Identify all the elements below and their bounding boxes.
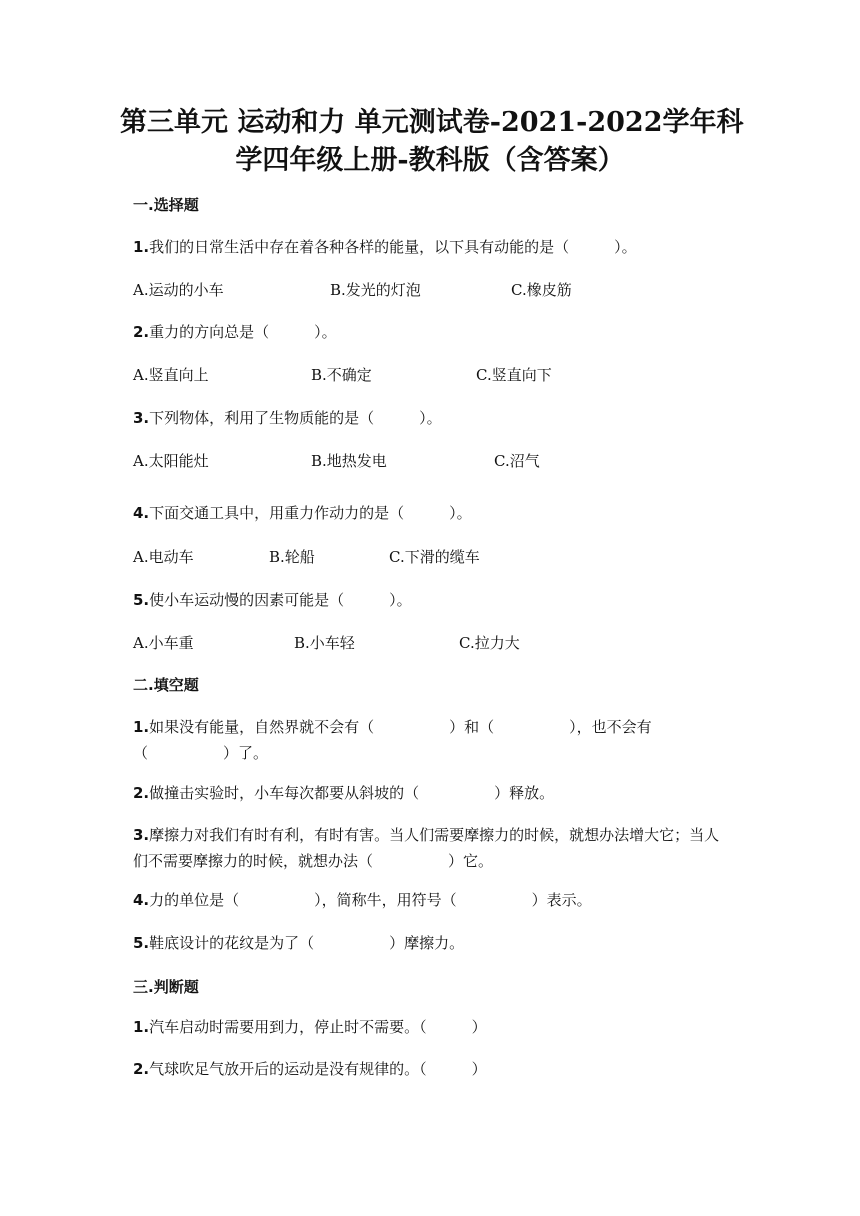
choice-question-5 <box>133 587 412 613</box>
choice-5-option-c: C.拉力大 <box>459 634 520 652</box>
question-number: 1. <box>133 238 150 256</box>
question-text: 如果没有能量，自然界就不会有（ ）和（ ），也不会有（ ）了。 <box>133 718 652 762</box>
fill-question-4 <box>133 887 592 913</box>
title-line-2: 学四年级上册-教科版（含答案） <box>235 145 625 176</box>
question-text: 做撞击实验时，小车每次都要从斜坡的（ ）释放。 <box>149 784 555 802</box>
choice-1-option-b: B.发光的灯泡 <box>330 281 421 299</box>
judge-question-2 <box>133 1056 487 1082</box>
question-text: 鞋底设计的花纹是为了（ ）摩擦力。 <box>149 934 465 952</box>
fill-question-2 <box>133 780 554 806</box>
choice-3-option-b: B.地热发电 <box>311 452 387 470</box>
question-text: 气球吹足气放开后的运动是没有规律的。（ ） <box>149 1060 487 1078</box>
choice-2-option-a: A.竖直向上 <box>133 366 209 384</box>
choice-3-option-a: A.太阳能灶 <box>133 452 209 470</box>
choice-question-3 <box>133 405 442 431</box>
judge-question-1 <box>133 1014 487 1040</box>
question-text: 摩擦力对我们有时有利，有时有害。当人们需要摩擦力的时候，就想办法增大它；当人们不需要摩擦力的时候，就想办法（ ）它。 <box>133 826 720 870</box>
choice-question-4 <box>133 500 472 526</box>
question-text: 下面交通工具中，用重力作动力的是（ ）。 <box>149 504 472 522</box>
question-number: 2. <box>133 784 150 802</box>
choice-1-option-a: A.运动的小车 <box>133 281 224 299</box>
section-heading-judge: 三.判断题 <box>133 978 199 996</box>
question-text: 汽车启动时需要用到力，停止时不需要。（ ） <box>149 1018 487 1036</box>
fill-question-3 <box>133 822 733 874</box>
choice-5-option-a: A.小车重 <box>133 634 194 652</box>
question-number: 5. <box>133 934 150 952</box>
choice-2-option-c: C.竖直向下 <box>476 366 552 384</box>
question-number: 4. <box>133 891 150 909</box>
section-heading-fill: 二.填空题 <box>133 676 199 694</box>
choice-2-option-b: B.不确定 <box>311 366 372 384</box>
question-number: 2. <box>133 1060 150 1078</box>
document-title <box>120 104 744 180</box>
choice-question-1 <box>133 234 637 260</box>
question-number: 2. <box>133 323 150 341</box>
question-text: 我们的日常生活中存在着各种各样的能量，以下具有动能的是（ ）。 <box>149 238 637 256</box>
question-number: 5. <box>133 591 150 609</box>
fill-question-1 <box>133 714 733 766</box>
choice-4-option-b: B.轮船 <box>269 548 315 566</box>
fill-question-5 <box>133 930 464 956</box>
question-number: 3. <box>133 826 150 844</box>
section-heading-choice: 一.选择题 <box>133 196 199 214</box>
choice-question-2 <box>133 319 337 345</box>
question-number: 4. <box>133 504 150 522</box>
question-text: 重力的方向总是（ ）。 <box>149 323 337 341</box>
question-text: 力的单位是（ ），简称牛，用符号（ ）表示。 <box>149 891 592 909</box>
question-text: 使小车运动慢的因素可能是（ ）。 <box>149 591 412 609</box>
title-line-1: 第三单元 运动和力 单元测试卷-2021-2022学年科 <box>120 107 744 138</box>
choice-4-option-c: C.下滑的缆车 <box>389 548 480 566</box>
choice-1-option-c: C.橡皮筋 <box>511 281 572 299</box>
question-text: 下列物体，利用了生物质能的是（ ）。 <box>149 409 442 427</box>
choice-3-option-c: C.沼气 <box>494 452 540 470</box>
choice-5-option-b: B.小车轻 <box>294 634 355 652</box>
question-number: 1. <box>133 1018 150 1036</box>
question-number: 1. <box>133 718 150 736</box>
question-number: 3. <box>133 409 150 427</box>
choice-4-option-a: A.电动车 <box>133 548 194 566</box>
